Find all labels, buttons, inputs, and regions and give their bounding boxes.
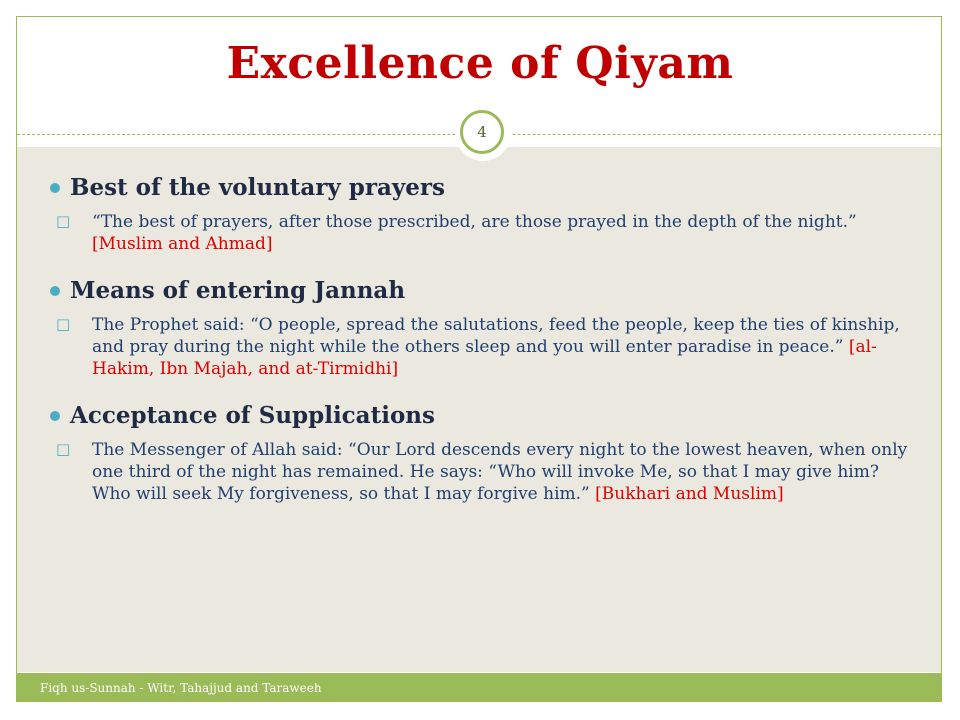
quote-text: The Prophet said: “O people, spread the salutations, feed the people, keep the ties of kinship, and pray during the night while the others sleep and you will enter paradise in peace.” — [92, 315, 900, 357]
section-heading: Means of entering Jannah — [70, 277, 406, 304]
page-number-badge: 4 — [460, 110, 504, 154]
sub-item-text — [92, 211, 918, 255]
quote-text: The Messenger of Allah said: “Our Lord descends every night to the lowest heaven, when only one third of the night has remained. He says: “Who will invoke Me, so that I may give him? Who will seek My forgiveness, so that I may forgive him.” — [92, 440, 908, 504]
sub-item — [56, 439, 918, 505]
section-best-of-voluntary-prayers — [48, 174, 918, 255]
section-means-of-entering-jannah — [48, 277, 918, 380]
section-heading-row — [48, 174, 918, 201]
sub-item-text — [92, 439, 918, 505]
square-bullet-icon: □ — [56, 212, 71, 230]
citation: [al-Hakim, Ibn Majah, and at-Tirmidhi] — [92, 337, 877, 379]
citation: [Muslim and Ahmad] — [92, 234, 273, 254]
quote-text: “The best of prayers, after those prescribed, are those prayed in the depth of the night.” — [92, 212, 857, 232]
section-acceptance-of-supplications — [48, 402, 918, 505]
circle-bullet-icon — [50, 411, 60, 421]
sub-item-text — [92, 314, 918, 380]
section-heading: Acceptance of Supplications — [70, 402, 435, 429]
citation: [Bukhari and Muslim] — [595, 484, 784, 504]
section-heading: Best of the voluntary prayers — [70, 174, 445, 201]
square-bullet-icon: □ — [56, 440, 71, 458]
footer-text: Fiqh us-Sunnah - Witr, Tahajjud and Taraweeh — [40, 681, 322, 695]
circle-bullet-icon — [50, 183, 60, 193]
square-bullet-icon: □ — [56, 315, 71, 333]
sub-item — [56, 314, 918, 380]
section-heading-row — [48, 402, 918, 429]
section-heading-row — [48, 277, 918, 304]
circle-bullet-icon — [50, 286, 60, 296]
sub-item — [56, 211, 918, 255]
slide-title: Excellence of Qiyam — [226, 38, 734, 89]
content-list — [48, 174, 918, 527]
